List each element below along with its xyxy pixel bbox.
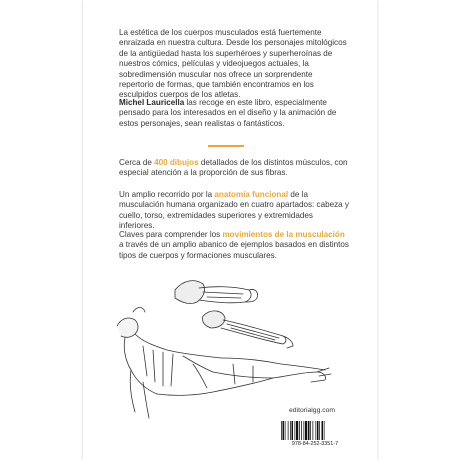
barcode-bar xyxy=(299,421,300,440)
anatomy-illustration xyxy=(103,272,336,420)
barcode-bar xyxy=(322,421,324,440)
intro-text: La estética de los cuerpos musculados está fuertemente enraizada en nuestra cultura. Desde los personajes mitológicos de la antigüedad hasta los superhéroes y superheroínas de nuestros cómics, películas y videojuegos actuales, la sobredimensión muscular nos ofrece un sorprendente repertorio de formas, que también encontramos en los esculpidos cuerpos de los atletas. xyxy=(119,28,347,100)
drawings-text-post: detallados de los distintos músculos, con especial atención a la proporción de sus fibras. xyxy=(119,158,348,178)
barcode-bar xyxy=(292,421,294,440)
author-name: Michel Lauricella xyxy=(119,98,185,107)
barcode-bar xyxy=(305,421,307,440)
barcode-bar xyxy=(281,421,282,440)
barcode-bar xyxy=(290,421,291,440)
barcode-bar xyxy=(310,421,311,440)
book-back-cover xyxy=(83,0,377,460)
flexed-arm-drawing xyxy=(175,281,258,304)
barcode xyxy=(280,421,350,449)
author-paragraph-text: las recoge en este libro, especialmente pensado para los interesados en el diseño y la animación de estos personajes, sean realistas o fantásticos. xyxy=(119,98,337,128)
barcode-bar xyxy=(308,421,310,440)
barcode-bar xyxy=(288,421,289,440)
figure-drawing xyxy=(117,308,331,419)
movements-text-post: a través de un amplio abanico de ejemplos basados en distintos tipos de cuerpos y formaciones musculares. xyxy=(119,240,349,260)
movements-text-pre: Claves para comprender los xyxy=(119,230,223,239)
barcode-bars xyxy=(280,421,350,440)
accent-divider xyxy=(208,145,244,147)
movements-paragraph xyxy=(119,230,349,261)
anatomy-paragraph xyxy=(119,190,349,232)
barcode-bar xyxy=(324,421,325,440)
barcode-bar xyxy=(316,421,317,440)
drawings-paragraph xyxy=(119,158,349,179)
isbn-number: 978-84-252-3351-7 xyxy=(291,441,339,447)
drawings-highlight: 400 dibujos xyxy=(154,158,199,167)
barcode-bar xyxy=(319,421,320,440)
barcode-bar xyxy=(313,421,314,440)
barcode-bar xyxy=(301,421,302,440)
anatomy-highlight: anatomía funcional xyxy=(214,190,289,199)
anatomy-text-post: de la musculación humana organizado en cuatro apartados: cabeza y cuello, torso, extremidades superiores y extremidades inferiores. xyxy=(119,190,349,231)
author-paragraph xyxy=(119,98,349,129)
drawings-text-pre: Cerca de xyxy=(119,158,155,167)
barcode-bar xyxy=(285,421,286,440)
barcode-bar xyxy=(304,421,305,440)
barcode-bar xyxy=(295,421,296,440)
intro-paragraph xyxy=(119,28,349,101)
barcode-bar xyxy=(296,421,298,440)
forearm-drawing xyxy=(202,311,293,348)
barcode-bar xyxy=(317,421,319,440)
publisher-url: editorialgg.com xyxy=(289,407,336,414)
barcode-bar xyxy=(283,421,285,440)
movements-highlight: movimientos de la musculación xyxy=(222,230,345,239)
anatomy-text-pre: Un amplio recorrido por la xyxy=(119,190,215,199)
